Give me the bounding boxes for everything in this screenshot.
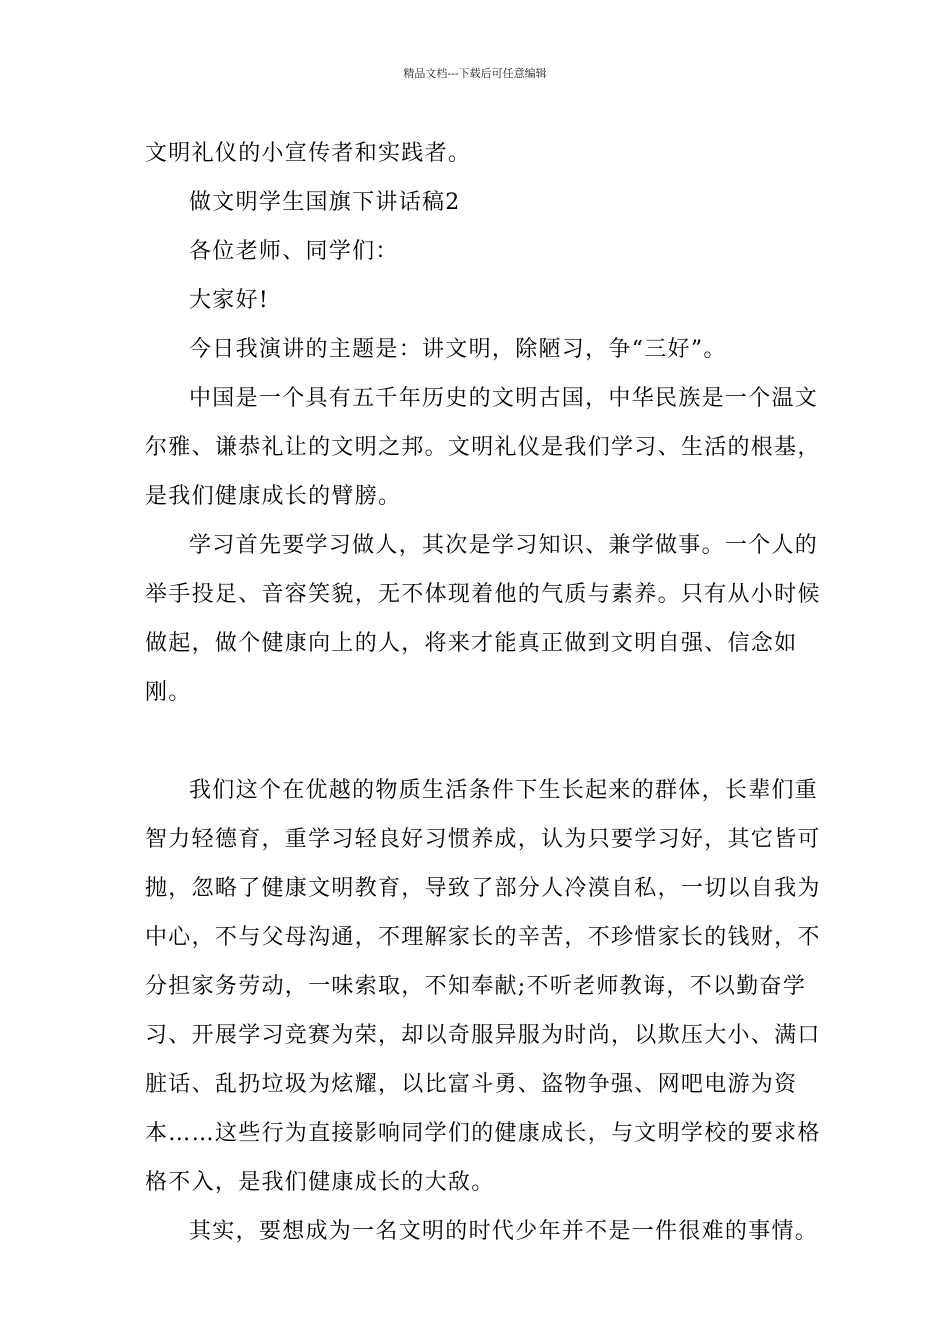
- salutation: 各位老师、同学们：: [189, 239, 399, 264]
- paragraph-china: 中国是一个具有五千年历史的文明古国，中华民族是一个温文尔雅、谦恭礼让的文明之邦。文明礼仪是我们学习、生活的根基，是我们健康成长的臂膀。: [145, 386, 821, 509]
- page-header: 精品文档---下载后可任意编辑: [403, 67, 547, 80]
- paragraph-learning: 学习首先要学习做人，其次是学习知识、兼学做事。一个人的举手投足、音容笑貌，无不体现着他的气质与素养。只有从小时候做起，做个健康向上的人，将来才能真正做到文明自强、信念如刚。: [145, 533, 821, 705]
- paragraph-problems: 我们这个在优越的物质生活条件下生长起来的群体，长辈们重智力轻德育，重学习轻良好习惯养成，认为只要学习好，其它皆可抛，忽略了健康文明教育，导致了部分人冷漠自私，一切以自我为中心，不与父母沟通，不理解家长的辛苦，不珍惜家长的钱财，不分担家务劳动，一味索取，不知奉献;不听老师教诲，不以勤奋学习、开展学习竞赛为荣，却以奇服异服为时尚，以欺压大小、满口脏话、乱扔垃圾为炫耀，以比富斗勇、盗物争强、网吧电游为资本……这些行为直接影响同学们的健康成长，与文明学校的要求格格不入，是我们健康成长的大敌。: [145, 778, 821, 1195]
- greeting: 大家好!: [189, 288, 270, 313]
- document-body: [145, 129, 825, 1256]
- paragraph-conclusion: 其实，要想成为一名文明的时代少年并不是一件很难的事情。: [189, 1219, 819, 1244]
- blank-line: [145, 717, 825, 766]
- paragraph-continuation: 文明礼仪的小宣传者和实践者。: [145, 141, 472, 166]
- speech-theme: 今日我演讲的主题是：讲文明，除陋习，争“三好”。: [189, 337, 727, 362]
- speech-title: 做文明学生国旗下讲话稿2: [189, 190, 461, 215]
